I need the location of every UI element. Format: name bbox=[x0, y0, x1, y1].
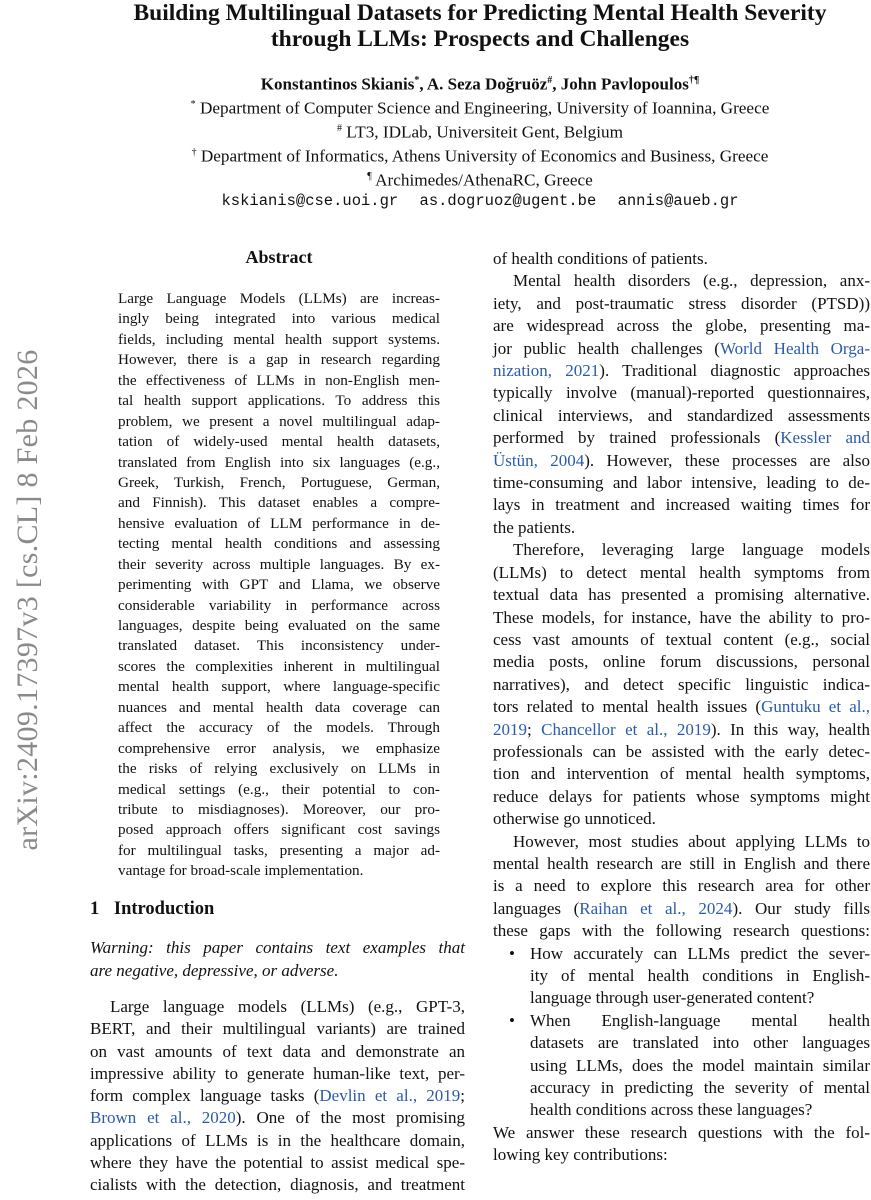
citation-link[interactable]: Üstün, 2004 bbox=[493, 450, 585, 470]
text-segment: on vast amounts of text data and demonstrate an bbox=[90, 1041, 465, 1061]
text-line bbox=[118, 289, 440, 309]
text-line bbox=[493, 674, 870, 696]
text-segment: narratives), and detect specific linguistic indica- bbox=[493, 674, 870, 694]
title-line: through LLMs: Prospects and Challenges bbox=[270, 26, 690, 52]
text-line bbox=[493, 1122, 870, 1144]
text-line bbox=[118, 453, 440, 473]
text-line bbox=[118, 371, 440, 391]
text-segment: ; bbox=[460, 1086, 465, 1106]
text-segment: where they have the potential to assist medical spe- bbox=[90, 1153, 465, 1173]
text-segment: accuracy in predicting the severity of mental bbox=[530, 1078, 870, 1098]
text-segment: medical settings (e.g., their potential to con- bbox=[118, 780, 440, 798]
intro-left-column bbox=[90, 996, 465, 1197]
text-line bbox=[493, 943, 870, 965]
text-line bbox=[493, 853, 870, 875]
text-line bbox=[493, 562, 870, 584]
bullet-icon: • bbox=[509, 943, 515, 963]
text-line bbox=[493, 360, 870, 382]
author-list: Konstantinos Skianis*, A. Seza Doğruöz#, John Pavlopoulos†¶ bbox=[260, 74, 700, 94]
text-segment: language through user-generated content? bbox=[530, 988, 815, 1008]
text-segment: ). One of the most promising bbox=[235, 1108, 465, 1128]
text-line bbox=[118, 820, 440, 840]
text-line bbox=[493, 607, 870, 629]
text-segment: These models, for instance, have the ability to pro- bbox=[493, 607, 870, 627]
content-warning bbox=[90, 936, 465, 982]
text-segment: Large language models (LLMs) (e.g., GPT-3, bbox=[110, 997, 465, 1016]
text-segment: lays in treatment and increased waiting times for bbox=[493, 495, 870, 515]
text-segment: ; bbox=[527, 719, 542, 739]
paragraph bbox=[90, 936, 465, 982]
text-segment: time-consuming and labor intensive, leading to de- bbox=[493, 473, 870, 493]
text-segment: languages ( bbox=[493, 898, 580, 918]
text-line bbox=[90, 1174, 465, 1196]
text-segment: Large Language Models (LLMs) are increas- bbox=[118, 290, 440, 307]
text-line bbox=[493, 987, 870, 1009]
paragraph bbox=[493, 1122, 870, 1167]
email[interactable]: annis@aueb.gr bbox=[617, 192, 739, 210]
text-segment: posed approach offers significant cost savings bbox=[118, 821, 440, 839]
text-line bbox=[493, 270, 870, 292]
text-segment: ingly being integrated into various medical bbox=[118, 310, 440, 328]
text-line bbox=[493, 1010, 870, 1032]
section-title: Introduction bbox=[113, 899, 215, 919]
text-line bbox=[493, 808, 870, 830]
text-line bbox=[493, 1055, 870, 1077]
paragraph bbox=[493, 270, 870, 539]
text-line bbox=[493, 629, 870, 651]
citation-link[interactable]: World Health Orga- bbox=[719, 338, 870, 358]
text-line bbox=[118, 759, 440, 779]
text-line bbox=[118, 677, 440, 697]
text-line bbox=[493, 494, 870, 516]
text-line bbox=[118, 309, 440, 329]
text-segment: When English-language mental health bbox=[530, 1010, 870, 1030]
text-segment: tation of widely-used mental health datasets, bbox=[118, 433, 440, 451]
text-segment: are negative, depressive, or adverse. bbox=[90, 961, 339, 980]
text-segment: the risks of relying exclusively on LLMs in bbox=[118, 760, 440, 778]
email-list bbox=[90, 190, 870, 212]
section-heading bbox=[90, 899, 214, 920]
text-segment: for multilingual tasks, presenting a major ad- bbox=[118, 841, 440, 859]
affiliation-mark: † bbox=[191, 147, 197, 158]
affiliation-mark: # bbox=[337, 123, 342, 134]
text-segment: vantage for broad-scale implementation. bbox=[118, 862, 364, 880]
text-segment: is a need to explore this research area for other bbox=[493, 876, 870, 896]
text-segment: ity of mental health conditions in English- bbox=[530, 966, 870, 985]
text-segment: ). Traditional diagnostic approaches bbox=[599, 361, 870, 381]
text-segment: fields, including mental health support systems. bbox=[118, 330, 440, 348]
paragraph bbox=[493, 539, 870, 830]
bullet-icon: • bbox=[509, 1010, 515, 1030]
text-line bbox=[493, 831, 870, 853]
text-segment: languages, despite being evaluated on the same bbox=[118, 617, 440, 634]
affiliation-text: LT3, IDLab, Universiteit Gent, Belgium bbox=[346, 122, 623, 142]
abstract-body bbox=[118, 289, 440, 882]
text-segment: cialists with the detection, diagnosis, and treatment bbox=[90, 1175, 465, 1195]
text-line bbox=[493, 1099, 870, 1121]
text-segment: iety, and post-traumatic stress disorder (PTSD)) bbox=[493, 293, 870, 313]
author-mark: * bbox=[414, 75, 420, 86]
text-segment: tion and intervention of mental health symptoms, bbox=[493, 764, 870, 784]
text-segment: the patients. bbox=[493, 517, 576, 537]
text-line bbox=[493, 450, 870, 472]
text-segment: the effectiveness of LLMs in non-English men- bbox=[118, 371, 440, 389]
text-line bbox=[90, 1063, 465, 1085]
text-line bbox=[90, 1107, 465, 1129]
abstract-heading: Abstract bbox=[245, 247, 313, 267]
text-line bbox=[493, 517, 870, 539]
text-line bbox=[118, 473, 440, 493]
affiliation-text: Archimedes/AthenaRC, Greece bbox=[375, 170, 593, 190]
text-line bbox=[118, 636, 440, 656]
text-segment: tribute to misdiagnoses). Moreover, our pro- bbox=[118, 800, 440, 818]
text-segment: form complex language tasks ( bbox=[90, 1086, 320, 1106]
bullet-item bbox=[493, 943, 870, 1010]
text-line bbox=[493, 427, 870, 449]
citation-link[interactable]: Brown et al., 2020 bbox=[90, 1108, 236, 1128]
affiliation-mark: ¶ bbox=[367, 171, 372, 182]
text-line bbox=[493, 539, 870, 561]
text-line bbox=[90, 1152, 465, 1174]
text-line bbox=[118, 657, 440, 677]
text-line bbox=[493, 875, 870, 897]
text-line bbox=[118, 350, 440, 370]
text-line bbox=[118, 616, 440, 636]
text-line bbox=[118, 861, 440, 881]
title-line: Building Multilingual Datasets for Predicting Mental Health Severity bbox=[133, 0, 827, 26]
author-name: A. Seza Doğruöz bbox=[426, 74, 548, 94]
text-segment: of health conditions of patients. bbox=[493, 249, 708, 268]
citation-link[interactable]: Kessler and bbox=[780, 428, 870, 448]
citation-link[interactable]: 2019 bbox=[493, 719, 527, 739]
text-line bbox=[90, 1085, 465, 1107]
text-segment: comprehensive error analysis, we emphasize bbox=[118, 739, 440, 757]
text-segment: We answer these research questions with the fol- bbox=[493, 1122, 870, 1142]
paragraph bbox=[493, 831, 870, 943]
text-line bbox=[118, 841, 440, 861]
text-line bbox=[90, 1130, 465, 1152]
text-segment: ). Our study fills bbox=[732, 898, 871, 918]
arxiv-stamp: arXiv:2409.17397v3 [cs.CL] 8 Feb 2026 bbox=[11, 349, 44, 851]
text-line bbox=[493, 741, 870, 763]
citation-link[interactable]: Devlin et al., 2019 bbox=[319, 1086, 461, 1106]
paragraph bbox=[493, 248, 870, 270]
text-segment: ). In this way, health bbox=[710, 719, 870, 739]
citation-link[interactable]: Chancellor et al., 2019 bbox=[541, 719, 711, 739]
text-segment: these gaps with the following research questions: bbox=[493, 921, 870, 941]
text-line bbox=[493, 965, 870, 987]
text-segment: impressive ability to generate human-like text, per- bbox=[90, 1063, 465, 1083]
text-line bbox=[90, 1018, 465, 1040]
paragraph bbox=[90, 996, 465, 1197]
text-segment: translated from English into six languages (e.g., bbox=[118, 453, 440, 471]
text-segment: considerable variability in performance across bbox=[118, 596, 440, 614]
text-line bbox=[493, 405, 870, 427]
author-name: Konstantinos Skianis bbox=[260, 74, 415, 94]
text-segment: lowing key contributions: bbox=[493, 1145, 668, 1165]
text-line bbox=[493, 338, 870, 360]
text-line bbox=[118, 780, 440, 800]
author-name: John Pavlopoulos bbox=[560, 74, 689, 94]
text-line bbox=[493, 315, 870, 337]
text-line bbox=[118, 391, 440, 411]
affiliation bbox=[90, 165, 870, 193]
text-line bbox=[493, 382, 870, 404]
text-segment: Mental health disorders (e.g., depression, anx- bbox=[513, 271, 870, 291]
text-segment: jor public health challenges ( bbox=[493, 338, 720, 358]
text-line bbox=[118, 412, 440, 432]
text-segment: problem, we present a novel multilingual adap- bbox=[118, 412, 440, 430]
text-segment: typically involve (manual)-reported questionnaires, bbox=[493, 383, 870, 403]
text-segment: BERT, and their multilingual variants) are trained bbox=[90, 1019, 465, 1039]
text-segment: However, there is a gap in research regarding bbox=[118, 351, 440, 369]
text-line bbox=[493, 786, 870, 808]
text-line bbox=[90, 936, 465, 959]
text-line bbox=[493, 1077, 870, 1099]
text-segment: (LLMs) to detect mental health symptoms from bbox=[493, 562, 870, 582]
text-line bbox=[493, 696, 870, 718]
text-segment: their severity across multiple languages. By ex- bbox=[118, 555, 440, 573]
text-segment: health conditions across these languages? bbox=[530, 1100, 813, 1120]
text-segment: mental health support, where language-specific bbox=[118, 678, 440, 696]
text-segment: reduce delays for patients whose symptoms might bbox=[493, 786, 870, 806]
bullet-item bbox=[493, 1010, 870, 1122]
author-mark: # bbox=[547, 75, 553, 86]
text-segment: professionals can be assisted with the early detec- bbox=[493, 741, 870, 761]
text-segment: and Finnish). This dataset enables a compre- bbox=[118, 494, 440, 512]
text-line bbox=[493, 1032, 870, 1054]
text-line bbox=[118, 718, 440, 738]
text-segment: hensive evaluation of LLM performance in de- bbox=[118, 514, 440, 532]
text-segment: Warning: this paper contains text examples that bbox=[90, 938, 465, 957]
text-line bbox=[118, 575, 440, 595]
citation-link[interactable]: Guntuku et al., bbox=[761, 697, 870, 717]
text-segment: using LLMs, does the model maintain similar bbox=[530, 1055, 870, 1075]
text-segment: clinical interviews, and standardized assessments bbox=[493, 405, 870, 425]
text-segment: tecting mental health conditions and assessing bbox=[118, 535, 440, 553]
text-line bbox=[118, 514, 440, 534]
text-segment: ). However, these processes are also bbox=[584, 450, 871, 470]
text-line bbox=[118, 739, 440, 759]
text-segment: applications of LLMs is in the healthcare domain, bbox=[90, 1130, 465, 1150]
affiliation-text: Department of Informatics, Athens University of Economics and Business, Greece bbox=[200, 146, 769, 166]
text-line bbox=[118, 698, 440, 718]
text-line bbox=[118, 596, 440, 616]
text-segment: translated dataset. This inconsistency under- bbox=[118, 637, 440, 655]
text-line bbox=[493, 651, 870, 673]
text-segment: However, most studies about applying LLMs to bbox=[513, 831, 870, 851]
text-segment: tal health support applications. To address this bbox=[118, 392, 440, 410]
text-line bbox=[493, 248, 870, 270]
text-line bbox=[90, 996, 465, 1018]
text-line bbox=[118, 800, 440, 820]
text-segment: Therefore, leveraging large language models bbox=[513, 540, 870, 560]
text-segment: cess vast amounts of textual content (e.g., social bbox=[493, 629, 870, 649]
citation-link[interactable]: nization, 2021 bbox=[493, 361, 600, 381]
text-segment: tors related to mental health issues ( bbox=[493, 697, 762, 717]
email[interactable]: as.dogruoz@ugent.be bbox=[419, 192, 597, 210]
affiliation-text: Department of Computer Science and Engineering, University of Ioannina, Greece bbox=[199, 98, 770, 118]
text-line bbox=[493, 719, 870, 741]
text-line bbox=[493, 920, 870, 942]
text-line bbox=[493, 584, 870, 606]
text-segment: datasets are translated into other languages bbox=[530, 1033, 870, 1053]
text-line bbox=[493, 763, 870, 785]
text-segment: otherwise go unnoticed. bbox=[493, 809, 656, 829]
text-segment: textual data has presented a promising alternative. bbox=[493, 585, 870, 605]
intro-right-column bbox=[493, 248, 870, 1167]
text-line bbox=[118, 534, 440, 554]
text-segment: nuances and mental health data coverage can bbox=[118, 698, 440, 716]
text-line bbox=[493, 293, 870, 315]
text-segment: scores the complexities inherent in multilingual bbox=[118, 657, 440, 675]
text-line bbox=[118, 493, 440, 513]
text-line bbox=[118, 432, 440, 452]
paragraph bbox=[118, 289, 440, 882]
affiliation-mark: * bbox=[190, 99, 196, 110]
author-mark: †¶ bbox=[688, 75, 700, 86]
text-line bbox=[118, 555, 440, 575]
text-line bbox=[90, 959, 465, 982]
text-segment: media posts, online forum discussions, personal bbox=[493, 652, 870, 672]
text-segment: mental health research are still in English and there bbox=[493, 853, 870, 873]
email[interactable]: kskianis@cse.uoi.gr bbox=[221, 192, 399, 210]
text-line bbox=[493, 1144, 870, 1166]
text-line bbox=[90, 1041, 465, 1063]
text-line bbox=[493, 898, 870, 920]
paper-title bbox=[90, 0, 870, 52]
text-segment: Greek, Turkish, French, Portuguese, German, bbox=[118, 473, 440, 491]
citation-link[interactable]: Raihan et al., 2024 bbox=[579, 898, 733, 918]
section-number: 1 bbox=[90, 899, 100, 919]
text-segment: How accurately can LLMs predict the sever- bbox=[530, 943, 870, 963]
text-line bbox=[493, 472, 870, 494]
text-segment: affect the accuracy of the models. Through bbox=[118, 719, 440, 737]
text-segment: perimenting with GPT and Llama, we observe bbox=[118, 576, 440, 594]
text-segment: are widespread across the globe, presenting ma- bbox=[493, 316, 870, 336]
text-line bbox=[118, 330, 440, 350]
text-segment: performed by trained professionals ( bbox=[493, 428, 781, 448]
